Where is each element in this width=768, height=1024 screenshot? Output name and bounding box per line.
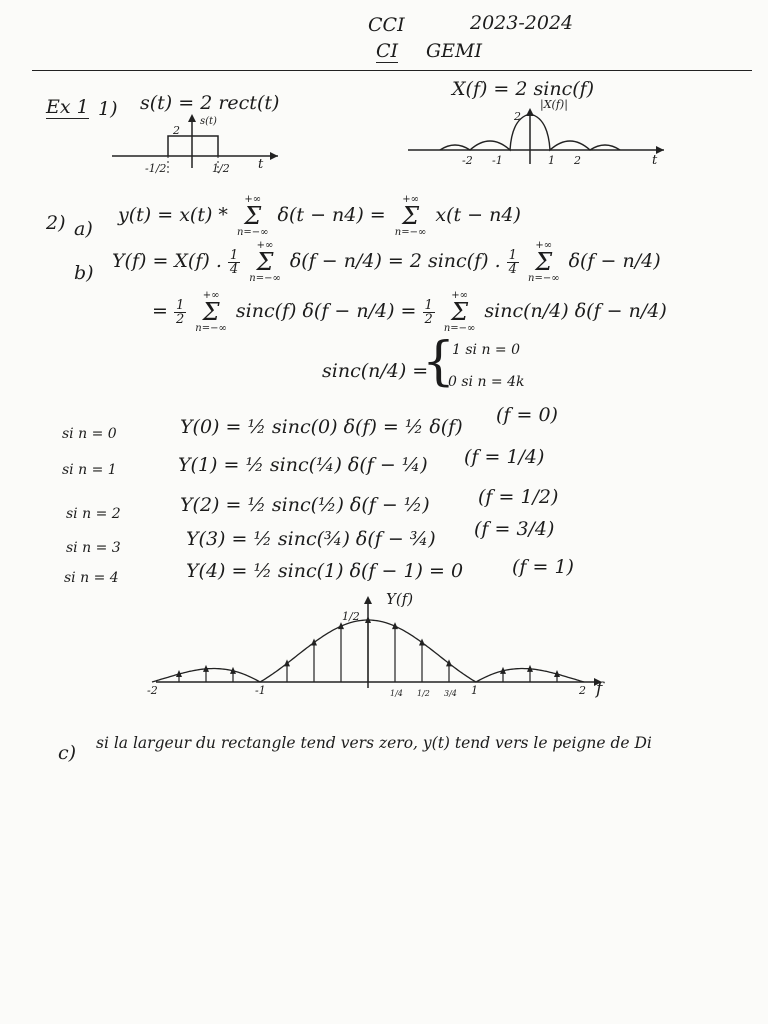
comb-title: Y(f) — [386, 590, 414, 608]
dirac-arrow-head — [419, 639, 425, 646]
comb-tick-label: 1/4 — [390, 689, 403, 698]
case-condition: si n = 3 — [66, 540, 121, 556]
case-note: (f = 1/2) — [478, 486, 559, 508]
dirac-arrow-head — [311, 639, 317, 646]
header-group: GEMI — [426, 40, 483, 62]
rect-height-label: 2 — [173, 124, 180, 137]
sinc-plot — [408, 98, 664, 168]
case-note: (f = 3/4) — [474, 518, 555, 540]
sinc-case-2: 0 si n = 4k — [448, 374, 525, 390]
comb-tick-label: -1 — [255, 684, 266, 697]
case-condition: si n = 2 — [66, 506, 121, 522]
sinc-tick: -1 — [492, 154, 503, 167]
part-c-label: c) — [58, 742, 77, 764]
part2a-rhs: x(t − n4) — [435, 204, 521, 226]
rect-right-tick: 1/2 — [212, 162, 230, 175]
comb-f-label: f — [596, 679, 603, 699]
spectrum-equation: X(f) = 2 sinc(f) — [452, 78, 595, 100]
case-brace: { — [422, 332, 456, 392]
fraction-half: $\frac{1}{2}$ — [424, 297, 433, 327]
fraction-half: $\frac{1}{2}$ — [175, 297, 185, 327]
sum-symbol: +∞ Σ n=−∞ — [528, 240, 560, 284]
part2b-equation-1: Y(f) = X(f) . $\frac{1}{4}$ +∞ Σ n=−∞ δ(f − n/4) = 2 sinc(f) . $\frac{1}{4}$ +∞ Σ n=−∞ δ(f − n/4) — [112, 240, 661, 284]
sum-symbol: +∞ Σ n=−∞ — [236, 194, 269, 238]
signal-equation: s(t) = 2 rect(t) — [140, 92, 280, 114]
header-course: CI — [376, 40, 399, 62]
case-condition: si n = 4 — [64, 570, 119, 586]
case-equation: Y(4) = ½ sinc(1) δ(f − 1) = 0 — [186, 560, 464, 582]
fraction-quarter: $\frac{1}{4}$ — [229, 247, 239, 277]
sinc-tick: -2 — [462, 154, 473, 167]
rect-y-axis-label: s(t) — [200, 116, 217, 127]
sinc-tick: 2 — [574, 154, 581, 167]
header-school: CCI — [368, 14, 405, 36]
exercise-label: Ex 1 — [46, 96, 89, 118]
comb-tick-label: 2 — [579, 684, 586, 697]
part2b-label: b) — [74, 262, 94, 284]
rect-left-tick: -1/2 — [145, 162, 167, 175]
case-equation: Y(3) = ½ sinc(¾) δ(f − ¾) — [186, 528, 436, 550]
dirac-arrow-head — [284, 659, 290, 666]
part2a-label: a) — [74, 218, 93, 240]
part1-number: 1) — [98, 98, 118, 120]
sum-symbol: +∞ Σ n=−∞ — [394, 194, 427, 238]
comb-tick-label: -2 — [147, 684, 158, 697]
comb-tick-label: 1 — [471, 684, 478, 697]
sum-symbol: +∞ Σ n=−∞ — [249, 240, 281, 284]
sinc-t-label: t — [652, 153, 658, 168]
case-condition: si n = 1 — [62, 462, 117, 478]
case-note: (f = 0) — [496, 404, 558, 426]
case-note: (f = 1) — [512, 556, 574, 578]
sinc-y-axis-label: |X(f)| — [540, 98, 568, 111]
part2-number: 2) — [46, 212, 66, 234]
rect-plot — [112, 114, 278, 176]
case-equation: Y(2) = ½ sinc(½) δ(f − ½) — [180, 494, 430, 516]
case-note: (f = 1/4) — [464, 446, 545, 468]
sinc-tick: 1 — [548, 154, 555, 167]
comb-tick-label: 3/4 — [444, 689, 457, 698]
fraction-quarter: $\frac{1}{4}$ — [508, 247, 517, 277]
sinc-peak-label: 2 — [514, 110, 521, 123]
sum-symbol: +∞ Σ n=−∞ — [195, 290, 227, 334]
sinc-case-1: 1 si n = 0 — [452, 342, 521, 358]
part2a-mid: δ(t − n4) = — [277, 204, 386, 226]
part2b-equation-2: = $\frac{1}{2}$ +∞ Σ n=−∞ sinc(f) δ(f − n/4) = $\frac{1}{2}$ +∞ Σ n=−∞ sinc(n/4) δ(f − n/4) — [152, 290, 667, 334]
comb-plot — [147, 590, 605, 699]
comb-peak-label: 1/2 — [342, 610, 360, 623]
sinc-definition: sinc(n/4) = — [322, 360, 429, 382]
dirac-arrow-head — [446, 659, 452, 666]
part2a-equation — [118, 194, 521, 238]
case-condition: si n = 0 — [62, 426, 117, 442]
header-year: 2023-2024 — [470, 12, 574, 34]
rect-t-label: t — [258, 157, 264, 172]
y-axis-arrow — [364, 596, 372, 604]
part2a-lhs: y(t) = x(t) * — [118, 204, 228, 226]
sum-symbol: +∞ Σ n=−∞ — [443, 290, 476, 334]
part-c-text: si la largeur du rectangle tend vers zero, y(t) tend vers le peigne de Di — [96, 734, 652, 752]
case-equation: Y(0) = ½ sinc(0) δ(f) = ½ δ(f) — [180, 416, 463, 438]
comb-tick-label: 1/2 — [417, 689, 430, 698]
case-equation: Y(1) = ½ sinc(¼) δ(f − ¼) — [178, 454, 428, 476]
